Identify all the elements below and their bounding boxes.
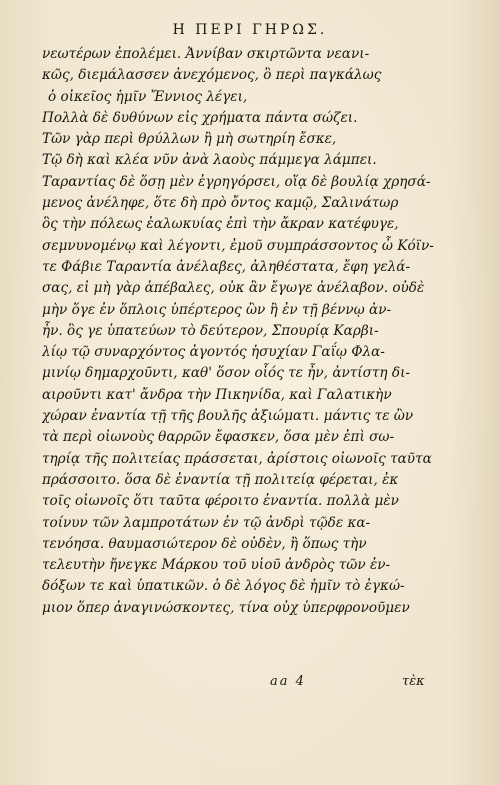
text-line: τενόησα. θαυμασιώτερον δὲ οὐδὲν, ἢ ὅπως τὴν xyxy=(42,535,367,552)
text-line: ὁ οἰκεῖος ἡμῖν Ἔννιος λέγει, xyxy=(48,88,248,105)
text-line: πράσσοιτο. ὅσα δὲ ἐναντία τῇ πολιτείᾳ φέρεται, ἐκ xyxy=(42,471,399,488)
page-footer xyxy=(0,674,500,696)
text-line: τε Φάβιε Ταραντία ἀνέλαβες, ἀληθέστατα, ἔφη γελά- xyxy=(42,258,411,275)
text-line: τηρίᾳ τῆς πολιτείας πράσσεται, ἀρίστοις οἰωνοῖς ταῦτα xyxy=(42,450,432,467)
text-line: ἦν. ὃς γε ὑπατεύων τὸ δεύτερον, Σπουρίᾳ Καρβι- xyxy=(42,322,379,339)
text-line: Τῶν γὰρ περὶ θρύλλων ἢ μὴ σωτηρίη ἔσκε, xyxy=(42,131,337,148)
text-line: ὃς τὴν πόλεως ἐαλωκυίας ἐπὶ τὴν ἄκραν κατέφυγε, xyxy=(42,216,399,233)
text-line: μενος ἀνέληφε, ὅτε δὴ πρὸ ὄντος καμῷ, Σαλινάτωρ xyxy=(42,195,399,212)
running-head: Η ΠΕΡΙ ΓΗΡΩΣ. xyxy=(172,22,328,38)
text-line: κῶς, διεμάλασσεν ἀνεχόμενος, ὃ περὶ παγκάλως xyxy=(42,67,382,84)
text-line: δόξων τε καὶ ὑπατικῶν. ὁ δὲ λόγος δὲ ἡμῖν τὸ ἐγκώ- xyxy=(42,578,405,595)
text-line: χώραν ἐναντία τῇ τῆς βουλῆς ἀξιώματι. μάντις τε ὢν xyxy=(42,408,414,425)
page-body-text xyxy=(42,44,462,619)
text-line: τὰ περὶ οἰωνοὺς θαρρῶν ἔφασκεν, ὅσα μὲν ἐπὶ σω- xyxy=(42,429,395,446)
text-line: τοίνυν τῶν λαμπροτάτων ἐν τῷ ἀνδρὶ τῷδε κα- xyxy=(42,514,371,531)
catchword: τὲκ xyxy=(402,674,425,689)
text-line: τελευτὴν ἤνεγκε Μάρκου τοῦ υἱοῦ ἀνδρὸς τῶν ἐν- xyxy=(42,557,391,574)
text-line: Ταραντίας δὲ ὅσῃ μὲν ἐγρηγόρσει, οἵᾳ δὲ βουλίᾳ χρησά- xyxy=(42,173,431,190)
text-line: μὴν ὅγε ἐν ὅπλοις ὑπέρτερος ὢν ἢ ἐν τῇ βέννῳ ἀν- xyxy=(42,301,392,318)
text-line: αιροῦντι κατ' ἄνδρα τὴν Πικηνίδα, καὶ Γαλατικὴν xyxy=(42,386,392,403)
text-line: μιον ὅπερ ἀναγινώσκοντες, τίνα οὐχ ὑπερφρονοῦμεν xyxy=(42,599,410,616)
text-line: σεμνυνομένῳ καὶ λέγοντι, ἐμοῦ συμπράσσοντος ὦ Κόϊν- xyxy=(42,237,434,254)
text-line: Τῷ δὴ καὶ κλέα νῦν ἀνὰ λαοὺς πάμμεγα λάμπει. xyxy=(42,152,377,169)
signature-mark: aa 4 xyxy=(270,674,306,689)
text-line: λίῳ τῷ συναρχόντος ἀγοντός ἡσυχίαν Γαΐῳ Φλα- xyxy=(42,344,385,361)
text-line: τοῖς οἰωνοῖς ὅτι ταῦτα φέροιτο ἐναντία. πολλὰ μὲν xyxy=(42,493,399,510)
text-line: νεωτέρων ἐπολέμει. Ἀννίβαν σκιρτῶντα νεανι- xyxy=(42,46,370,62)
text-line: Πολλὰ δὲ δυθύνων εἰς χρήματα πάντα σώζει. xyxy=(42,109,358,126)
text-line: μινίῳ δημαρχοῦντι, καθ' ὅσον οἷός τε ἦν, ἀντίστη δι- xyxy=(42,365,410,382)
text-line: σας, εἰ μὴ γὰρ ἀπέβαλες, οὐκ ἂν ἔγωγε ἀνέλαβον. οὐδὲ xyxy=(42,280,425,297)
